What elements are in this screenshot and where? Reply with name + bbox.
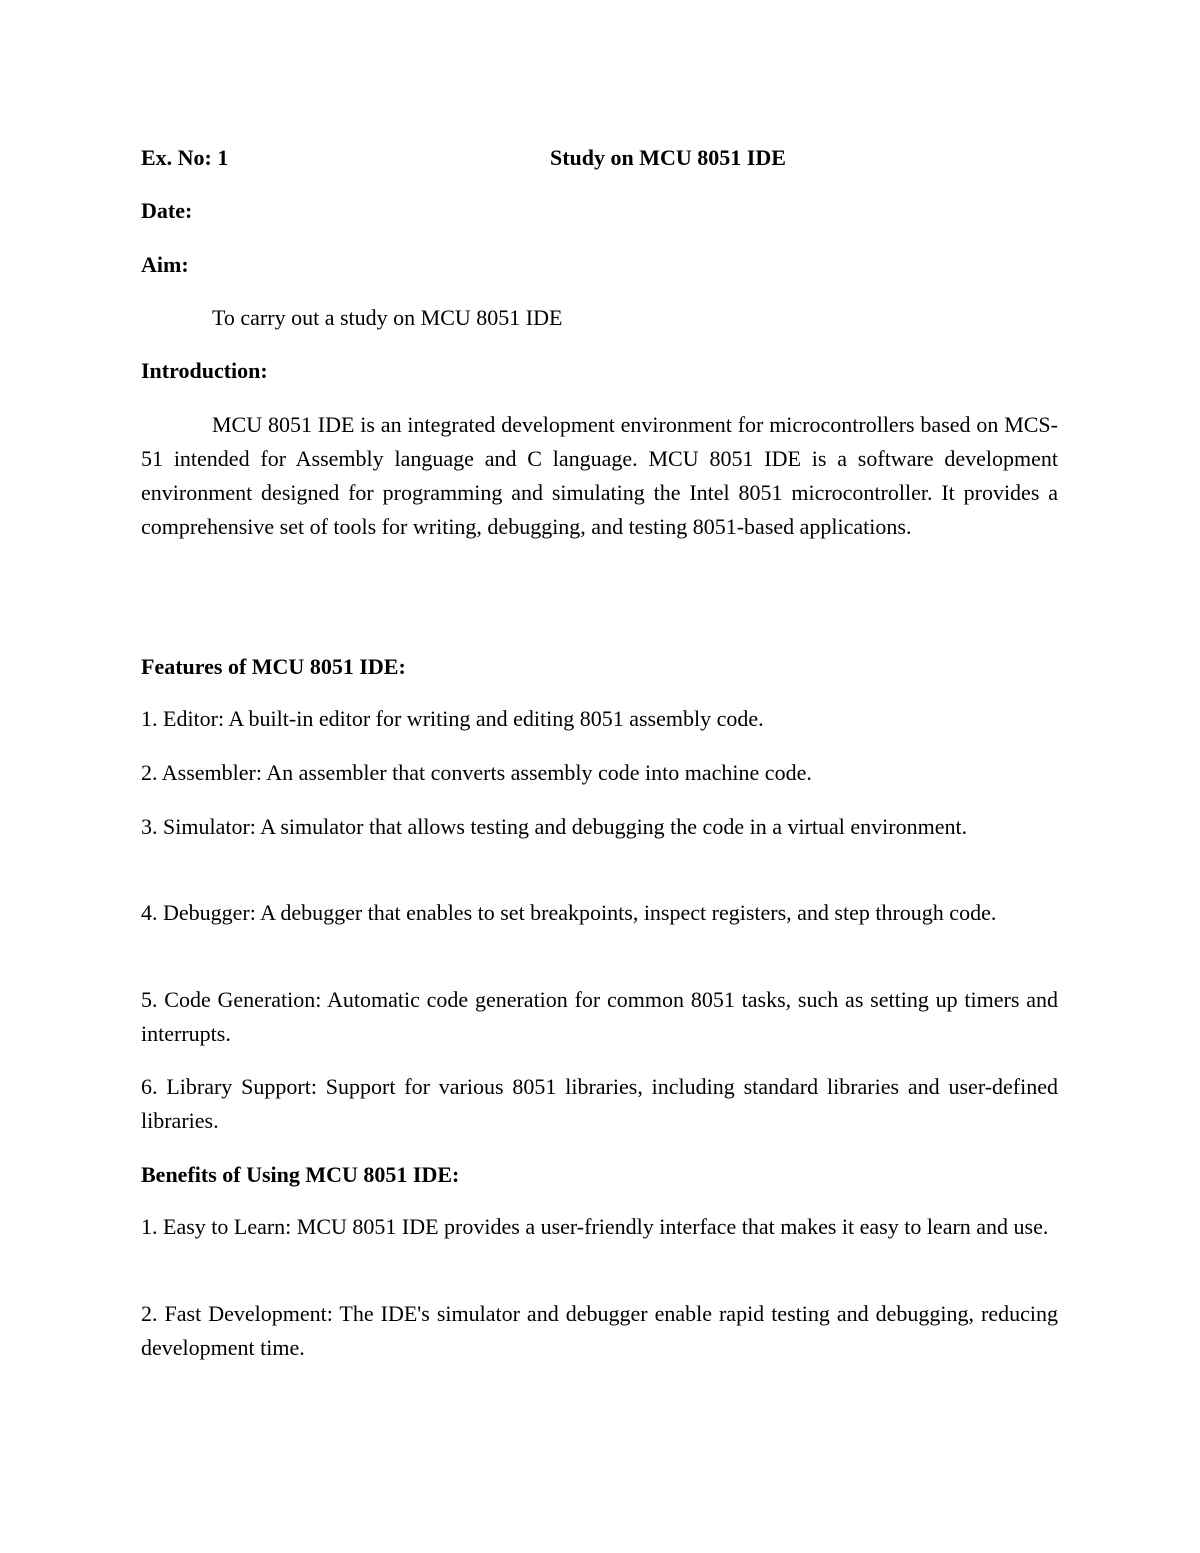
features-heading: Features of MCU 8051 IDE: [141, 654, 406, 679]
benefit-item: 1. Easy to Learn: MCU 8051 IDE provides a user-friendly interface that makes it easy to learn and use. [141, 1214, 1049, 1239]
feature-item: 6. Library Support: Support for various 8051 libraries, including standard libraries and user-defined libraries. [141, 1074, 1058, 1133]
feature-item: 1. Editor: A built-in editor for writing and editing 8051 assembly code. [141, 706, 764, 731]
benefits-heading: Benefits of Using MCU 8051 IDE: [141, 1162, 460, 1187]
feature-item: 5. Code Generation: Automatic code generation for common 8051 tasks, such as setting up timers and interrupts. [141, 987, 1058, 1046]
aim-heading: Aim: [141, 252, 189, 277]
exercise-number: Ex. No: 1 [141, 145, 229, 170]
feature-item: 2. Assembler: An assembler that converts assembly code into machine code. [141, 760, 812, 785]
introduction-paragraph: MCU 8051 IDE is an integrated development environment for microcontrollers based on MCS-51 intended for Assembly language and C language. MCU 8051 IDE is a software development environment designed for programming and simulating the Intel 8051 microcontroller. It provides a comprehensive set of tools for writing, debugging, and testing 8051-based applications. [141, 412, 1058, 539]
feature-item: 4. Debugger: A debugger that enables to set breakpoints, inspect registers, and step through code. [141, 900, 997, 925]
date-label: Date: [141, 198, 193, 223]
introduction-heading: Introduction: [141, 358, 268, 383]
benefit-item: 2. Fast Development: The IDE's simulator and debugger enable rapid testing and debugging, reducing development time. [141, 1301, 1058, 1360]
aim-text: To carry out a study on MCU 8051 IDE [212, 305, 563, 330]
feature-item: 3. Simulator: A simulator that allows testing and debugging the code in a virtual environment. [141, 814, 968, 839]
document-title: Study on MCU 8051 IDE [550, 145, 786, 170]
